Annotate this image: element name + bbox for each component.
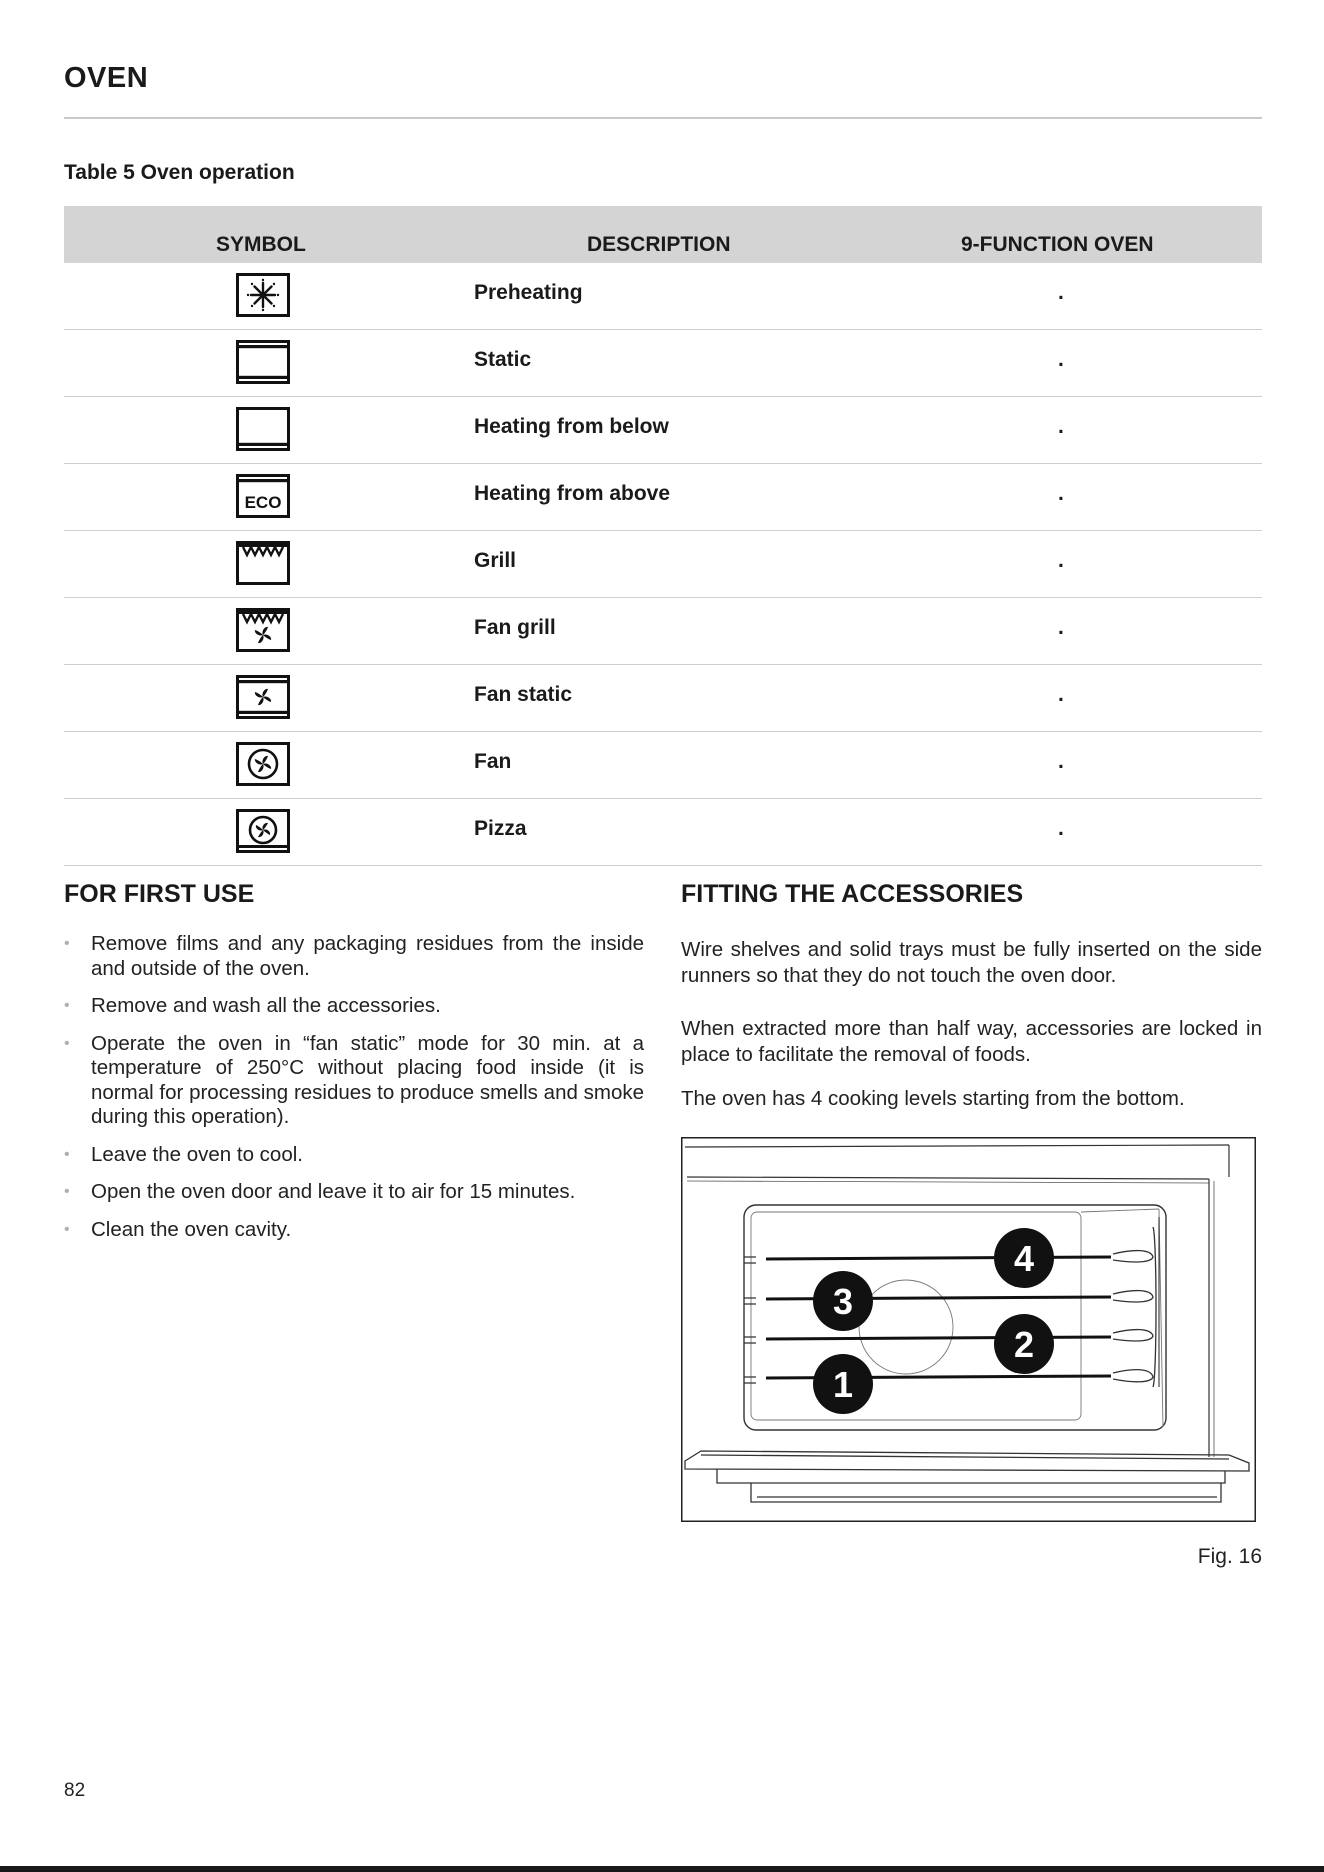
table-row: [64, 531, 1262, 598]
table-row: [64, 263, 1262, 330]
accessories-heading: FITTING THE ACCESSORIES: [681, 880, 1024, 908]
bullet-icon: •: [64, 1145, 70, 1163]
fan-icon: [236, 742, 290, 786]
list-item-text: Leave the oven to cool.: [91, 1142, 303, 1166]
row-availability-mark: .: [1058, 281, 1064, 304]
row-availability-mark: .: [1058, 616, 1064, 639]
bullet-icon: •: [64, 1183, 70, 1200]
accessories-paragraph: Wire shelves and solid trays must be fully inserted on the side runners so that they do not touch the oven door.: [681, 938, 1262, 987]
header-function: 9-FUNCTION OVEN: [961, 233, 1154, 256]
row-availability-mark: .: [1058, 750, 1064, 773]
table-row: [64, 598, 1262, 665]
table-row: [64, 665, 1262, 732]
list-item: [64, 1180, 644, 1205]
row-description: Pizza: [474, 817, 527, 840]
list-item: [64, 1218, 644, 1243]
row-description: Heating from above: [474, 482, 671, 505]
level-label: 3: [832, 1281, 854, 1322]
table-row: [64, 397, 1262, 464]
row-description: Heating from below: [474, 415, 669, 438]
level-label: 2: [1013, 1324, 1035, 1365]
bullet-icon: •: [64, 997, 70, 1014]
row-description: Fan grill: [474, 616, 556, 639]
level-1-badge: [813, 1354, 873, 1414]
title-divider: [64, 117, 1262, 119]
list-item: [64, 932, 644, 981]
fan-grill-icon: [236, 608, 290, 652]
oven-levels-figure: [681, 1137, 1256, 1522]
row-description: Fan: [474, 750, 512, 773]
table-row: [64, 464, 1262, 531]
row-description: Grill: [474, 549, 517, 572]
heating-from-below-icon: [236, 407, 290, 451]
list-item: [64, 1143, 644, 1168]
grill-icon: [236, 541, 290, 585]
level-4-badge: [994, 1228, 1054, 1288]
eco-icon-text: ECO: [244, 493, 282, 512]
level-3-badge: [813, 1271, 873, 1331]
bullet-icon: •: [64, 935, 70, 952]
table-row: [64, 799, 1262, 866]
page-title: OVEN: [64, 62, 149, 94]
level-label: 4: [1013, 1238, 1035, 1279]
static-icon: [236, 340, 290, 384]
table-row: [64, 732, 1262, 799]
list-item-text: Open the oven door and leave it to air for 15 minutes.: [91, 1180, 576, 1203]
row-availability-mark: .: [1058, 817, 1064, 840]
level-2-badge: [994, 1314, 1054, 1374]
oven-operation-table: [64, 206, 1262, 866]
list-item-text: Clean the oven cavity.: [91, 1217, 292, 1241]
list-item-text: Operate the oven in “fan static” mode for 30 min. at a temperature of 250°C without placing food inside (it is normal for processing residues to produce smells and smoke during this operation).: [91, 1031, 644, 1128]
figure-caption: Fig. 16: [1197, 1545, 1262, 1568]
first-use-heading: FOR FIRST USE: [64, 880, 255, 908]
row-availability-mark: .: [1058, 549, 1064, 572]
pizza-icon: [236, 809, 290, 853]
row-availability-mark: .: [1058, 683, 1064, 706]
table-header: [64, 206, 1262, 263]
row-availability-mark: .: [1058, 482, 1064, 505]
row-availability-mark: .: [1058, 348, 1064, 371]
list-item-text: Remove films and any packaging residues from the inside and outside of the oven.: [91, 932, 644, 980]
row-availability-mark: .: [1058, 415, 1064, 438]
header-symbol: SYMBOL: [216, 233, 306, 256]
eco-icon: [236, 474, 290, 518]
bullet-icon: •: [64, 1034, 70, 1052]
list-item-text: Remove and wash all the accessories.: [91, 994, 441, 1017]
level-label: 1: [832, 1364, 854, 1405]
row-description: Fan static: [474, 683, 573, 706]
preheating-icon: [236, 273, 290, 317]
list-item: [64, 1032, 644, 1130]
page-number: 82: [64, 1780, 86, 1801]
accessories-paragraph: When extracted more than half way, accessories are locked in place to facilitate the removal of foods.: [681, 1017, 1262, 1066]
accessories-paragraph: The oven has 4 cooking levels starting from the bottom.: [681, 1087, 1185, 1110]
bullet-icon: •: [64, 1220, 70, 1238]
header-description: DESCRIPTION: [587, 233, 731, 256]
row-description: Static: [474, 348, 532, 371]
first-use-list: [64, 932, 644, 1255]
bottom-border: [0, 1866, 1324, 1872]
fan-static-icon: [236, 675, 290, 719]
table-caption: Table 5 Oven operation: [64, 161, 295, 184]
list-item: [64, 994, 644, 1019]
table-row: [64, 330, 1262, 397]
row-description: Preheating: [474, 281, 583, 304]
